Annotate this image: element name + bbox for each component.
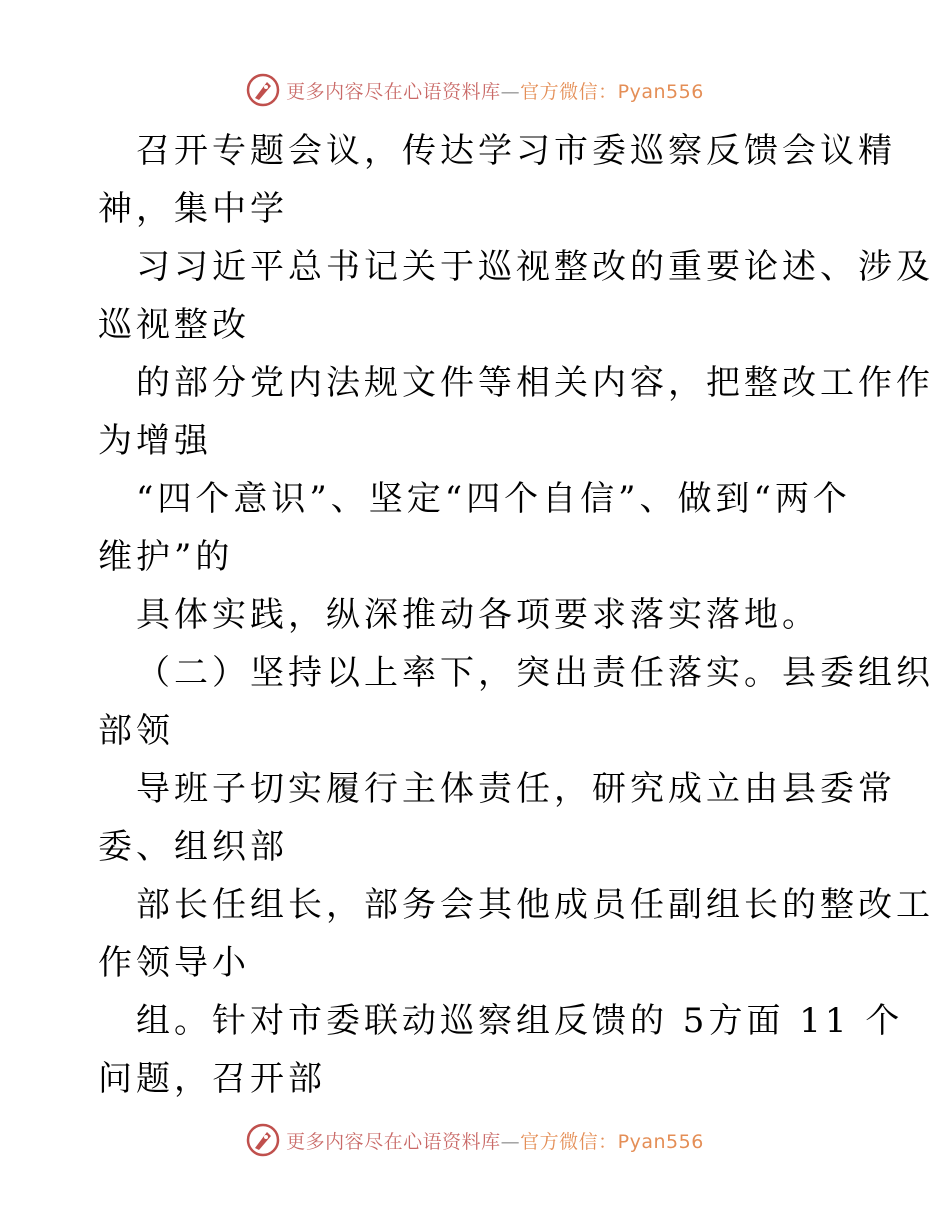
body-text-line: “四个意识”、坚定“四个自信”、做到“两个 <box>136 479 851 519</box>
body-text-line: 作领导小 <box>98 943 250 983</box>
body-text-line: 组。针对市委联动巡察组反馈的 5方面 11 个 <box>136 1001 904 1041</box>
watermark-wechat-text: 官方微信：Pyan556 <box>520 80 704 103</box>
watermark-wechat-text: 官方微信：Pyan556 <box>520 1130 704 1153</box>
footer-watermark <box>0 1120 950 1160</box>
document-body <box>98 122 934 1108</box>
body-text-line: 巡视整改 <box>98 305 250 345</box>
body-text-line: 部领 <box>98 711 174 751</box>
body-text-line: 维护”的 <box>98 537 234 577</box>
body-text-line: 导班子切实履行主体责任，研究成立由县委常 <box>136 769 896 809</box>
body-text-line: 的部分党内法规文件等相关内容，把整改工作作 <box>136 363 934 403</box>
watermark-text <box>286 77 704 104</box>
watermark-separator: — <box>500 80 521 103</box>
body-text-line: 为增强 <box>98 421 212 461</box>
body-text-line: 召开专题会议，传达学习市委巡察反馈会议精 <box>136 131 896 171</box>
watermark-site-text: 更多内容尽在心语资料库 <box>286 80 501 103</box>
pen-nib-logo-icon <box>246 1123 280 1157</box>
watermark-site-text: 更多内容尽在心语资料库 <box>286 1130 501 1153</box>
body-text-line: 习习近平总书记关于巡视整改的重要论述、涉及 <box>136 247 934 287</box>
pen-nib-logo-icon <box>246 73 280 107</box>
body-text-line: 问题，召开部 <box>98 1059 326 1099</box>
body-text-line: （二）坚持以上率下，突出责任落实。县委组织 <box>136 653 934 693</box>
body-text-line: 部长任组长，部务会其他成员任副组长的整改工 <box>136 885 934 925</box>
watermark-text <box>286 1127 704 1154</box>
body-text-line: 委、组织部 <box>98 827 288 867</box>
watermark-separator: — <box>500 1130 521 1153</box>
header-watermark <box>0 70 950 110</box>
body-text-line: 神，集中学 <box>98 189 288 229</box>
body-text-line: 具体实践，纵深推动各项要求落实落地。 <box>136 595 820 635</box>
